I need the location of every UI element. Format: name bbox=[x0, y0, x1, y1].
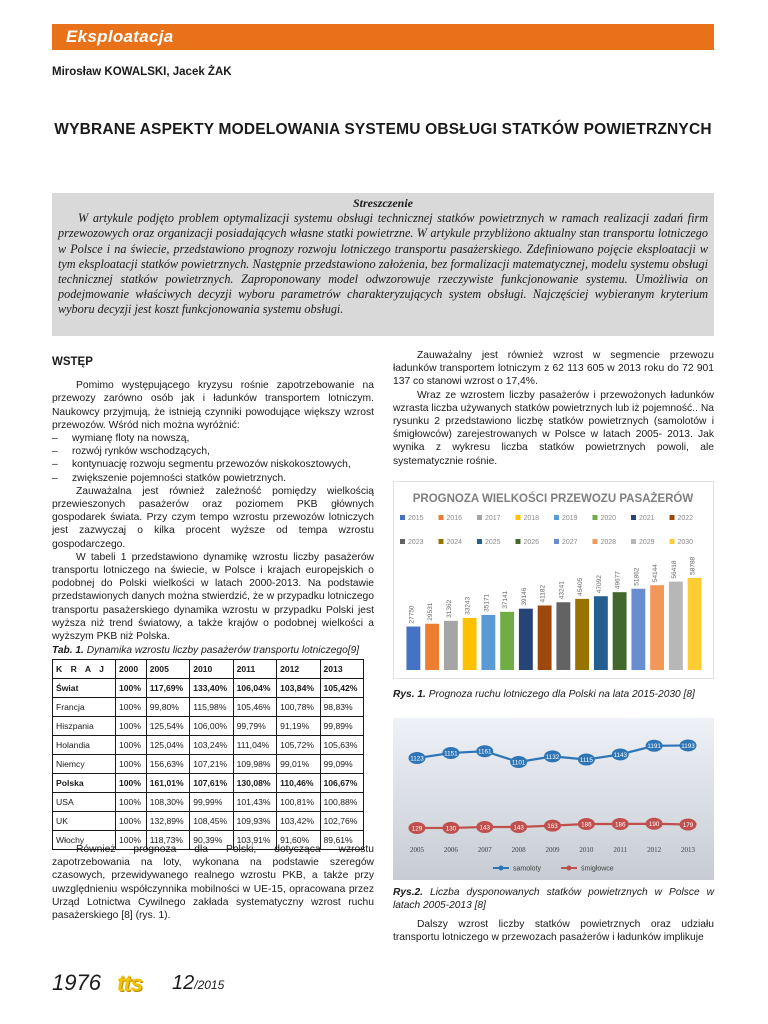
bar bbox=[463, 618, 477, 670]
paragraph: Również prognoza dla Polski, dotycząca wzrostu zapotrzebowania na loty, wykonana na podstawie szeregów czasowych, przewidywanego realnego wzrostu PKB, a także przy uwzględnieniu współczynnika mobilności w UE-15, opracowana przez Urząd Lotnictwa Cywilnego zakłada systematyczny wzrost ruchu pasażerskiego [8] (rys. 1). bbox=[52, 844, 374, 922]
table-cell-country: Włochy bbox=[53, 831, 116, 850]
legend-label: 2019 bbox=[562, 515, 578, 522]
bar-value-label: 58788 bbox=[689, 556, 697, 575]
data-label: 186 bbox=[581, 821, 592, 829]
legend-marker bbox=[499, 866, 504, 871]
x-tick-label: 2012 bbox=[647, 846, 662, 854]
table-cell: 132,89% bbox=[146, 812, 189, 831]
legend-label: 2030 bbox=[677, 539, 694, 546]
data-label: 1191 bbox=[647, 743, 661, 751]
passenger-dynamics-table bbox=[52, 659, 364, 850]
table-cell: 100,78% bbox=[277, 698, 320, 717]
section-title: Eksploatacja bbox=[66, 27, 174, 46]
chart-title: PROGNOZA WIELKOŚCI PRZEWOZU PASAŻERÓW bbox=[412, 493, 694, 505]
data-label: 129 bbox=[411, 825, 423, 833]
table-row bbox=[53, 679, 364, 698]
figure2-text: Liczba dysponowanych statków powietrznych w Polsce w latach 2005-2013 [8] bbox=[393, 887, 714, 911]
bar bbox=[669, 582, 683, 670]
bar bbox=[500, 612, 514, 670]
bar bbox=[406, 627, 420, 670]
table-row bbox=[53, 736, 364, 755]
table-cell: 99,79% bbox=[233, 717, 276, 736]
table-cell: 100,81% bbox=[277, 793, 320, 812]
table-cell: 106,67% bbox=[320, 774, 364, 793]
left-column bbox=[52, 356, 374, 643]
passenger-forecast-chart bbox=[393, 481, 714, 679]
table-cell: 108,45% bbox=[190, 812, 233, 831]
table-cell: 100% bbox=[116, 698, 147, 717]
table-cell: 90,39% bbox=[190, 831, 233, 850]
table-header-row bbox=[53, 660, 364, 679]
data-label: 1115 bbox=[579, 756, 593, 764]
table-cell: 106,04% bbox=[233, 679, 276, 698]
legend-label: 2015 bbox=[408, 515, 424, 522]
figure2-caption bbox=[393, 887, 714, 912]
legend-swatch bbox=[400, 539, 405, 544]
table-cell: 161,01% bbox=[146, 774, 189, 793]
legend-label: 2021 bbox=[639, 515, 655, 522]
article-title: WYBRANE ASPEKTY MODELOWANIA SYSTEMU OBSŁUGI STATKÓW POWIETRZNYCH bbox=[54, 121, 712, 138]
legend-swatch bbox=[439, 539, 444, 544]
table-cell: 99,89% bbox=[320, 717, 364, 736]
bar-value-label: 37141 bbox=[502, 590, 510, 609]
column-header: 2011 bbox=[233, 660, 276, 679]
list-item: – rozwój rynków wschodzących, bbox=[52, 445, 374, 458]
table-cell: 103,24% bbox=[190, 736, 233, 755]
table-cell-country: Holandia bbox=[53, 736, 116, 755]
legend-label: samoloty bbox=[513, 865, 542, 873]
paragraph: W tabeli 1 przedstawiono dynamikę wzrostu liczby pasażerów transportu lotniczego na świecie, w Polsce i krajach europejskich o podobnej do Polski wielkości w latach 2000-2013. Na podstawie przedstawionych danych można stwierdzić, że w przypadku lotniczego transportu pasażerskiego dynamika wzrostu w przypadku Polski jest wyższa niż trend światowy, a także krajów o podobnej wielkości a wyższym PKB niż Polska. bbox=[52, 551, 374, 643]
table-cell: 103,91% bbox=[233, 831, 276, 850]
list-item: – wymianę floty na nowszą, bbox=[52, 432, 374, 445]
bar bbox=[688, 578, 702, 670]
table-cell: 100% bbox=[116, 793, 147, 812]
bar-value-label: 49677 bbox=[614, 571, 622, 590]
table-cell: 156,63% bbox=[146, 755, 189, 774]
legend-label: 2020 bbox=[600, 515, 617, 522]
column-header: 2010 bbox=[190, 660, 233, 679]
table-row bbox=[53, 812, 364, 831]
bar-value-label: 35171 bbox=[483, 593, 491, 612]
table-cell: 109,93% bbox=[233, 812, 276, 831]
bar-value-label: 39146 bbox=[520, 587, 528, 606]
bar-value-label: 43241 bbox=[558, 581, 566, 600]
data-label: 1101 bbox=[511, 759, 526, 767]
list-item: – zwiększenie pojemności statków powietrznych. bbox=[52, 472, 374, 485]
page-number: 1976 bbox=[52, 970, 101, 995]
table-cell: 109,98% bbox=[233, 755, 276, 774]
bar bbox=[650, 585, 664, 670]
table-cell-country: USA bbox=[53, 793, 116, 812]
table-cell: 101,43% bbox=[233, 793, 276, 812]
legend-label: 2023 bbox=[408, 539, 424, 546]
x-tick-label: 2007 bbox=[477, 846, 492, 854]
table-cell: 99,99% bbox=[190, 793, 233, 812]
legend-label: 2029 bbox=[639, 539, 655, 546]
chart-background bbox=[393, 718, 714, 880]
bar bbox=[425, 624, 439, 670]
legend-label: 2016 bbox=[446, 515, 463, 522]
column-header: 2005 bbox=[146, 660, 189, 679]
data-label: 1151 bbox=[444, 750, 458, 758]
column-header: 2012 bbox=[277, 660, 320, 679]
table-cell: 125,54% bbox=[146, 717, 189, 736]
table-cell: 102,76% bbox=[320, 812, 364, 831]
paragraph-continuation bbox=[393, 918, 714, 944]
paragraph: Pomimo występującego kryzysu rośnie zapotrzebowanie na przewozy zarówno osób jak i ładunków transportem lotniczym. Naukowcy przyjmują, że istnieją czynniki powodujące większy wzrost przewozów. Wśród nich można wyróżnić: bbox=[52, 380, 374, 431]
legend-label: 2017 bbox=[485, 515, 501, 522]
legend-swatch bbox=[631, 539, 636, 544]
table-cell: 100% bbox=[116, 755, 147, 774]
legend-label: 2022 bbox=[677, 515, 694, 522]
legend-swatch bbox=[593, 515, 598, 520]
legend-label: 2026 bbox=[523, 539, 540, 546]
table-cell: 115,98% bbox=[190, 698, 233, 717]
x-tick-label: 2011 bbox=[613, 846, 628, 854]
legend-swatch bbox=[670, 539, 675, 544]
table-cell: 105,42% bbox=[320, 679, 364, 698]
data-label: 1143 bbox=[613, 751, 628, 759]
legend-swatch bbox=[554, 539, 559, 544]
column-header: 2000 bbox=[116, 660, 147, 679]
table-cell: 125,04% bbox=[146, 736, 189, 755]
bar bbox=[631, 589, 645, 670]
abstract-heading: Streszczenie bbox=[353, 196, 413, 210]
table-row bbox=[53, 755, 364, 774]
figure1-label: Rys. 1. bbox=[393, 689, 426, 700]
table-caption-label: Tab. 1. bbox=[52, 645, 84, 656]
paragraph: Dalszy wzrost liczby statków powietrznych oraz udziału transportu lotniczego w przewozach pasażerów i ładunków implikuje bbox=[393, 919, 714, 944]
x-tick-label: 2013 bbox=[681, 846, 695, 854]
column-header: 2013 bbox=[320, 660, 364, 679]
table-cell: 133,40% bbox=[190, 679, 233, 698]
bar-value-label: 27750 bbox=[408, 605, 416, 624]
issue-value: 12 bbox=[172, 972, 195, 994]
paragraph: Zauważalna jest również zależność pomiędzy wielkością przewieszonych pasażerów oraz poziomem PKB głównych gospodarek świata. Przy czym tempo wzrostu przewozów lotniczych jest zazwyczaj o kilka procent wyższe od tempa wzrostu gospodarczego. bbox=[52, 485, 374, 550]
table-cell: 99,01% bbox=[277, 755, 320, 774]
table-cell: 107,21% bbox=[190, 755, 233, 774]
table-cell: 118,73% bbox=[146, 831, 189, 850]
legend-label: śmigłowce bbox=[581, 865, 614, 873]
data-label: 163 bbox=[547, 823, 558, 831]
legend-swatch bbox=[631, 515, 636, 520]
table-caption bbox=[52, 645, 374, 656]
bar bbox=[556, 602, 570, 670]
legend-swatch bbox=[593, 539, 598, 544]
table-cell: 105,46% bbox=[233, 698, 276, 717]
table-cell: 100% bbox=[116, 679, 147, 698]
table-cell: 108,30% bbox=[146, 793, 189, 812]
legend-swatch bbox=[400, 515, 405, 520]
bar-value-label: 51862 bbox=[633, 567, 641, 586]
bar bbox=[538, 605, 552, 670]
table-cell: 103,42% bbox=[277, 812, 320, 831]
paragraph: Zauważalny jest również wzrost w segmencie przewozu ładunków transportem lotniczym z 62 113 605 w 2013 roku do 72 901 137 co stanowi wzrost o 17,4%. bbox=[393, 350, 714, 388]
data-label: 143 bbox=[513, 824, 524, 832]
table-row bbox=[53, 717, 364, 736]
legend-label: 2025 bbox=[485, 539, 501, 546]
bar bbox=[594, 596, 608, 670]
data-label: 143 bbox=[479, 824, 491, 832]
table-cell-country: Niemcy bbox=[53, 755, 116, 774]
table-cell: 103,84% bbox=[277, 679, 320, 698]
legend-label: 2028 bbox=[600, 539, 617, 546]
table-cell: 91,60% bbox=[277, 831, 320, 850]
legend-label: 2018 bbox=[523, 515, 540, 522]
table-cell: 111,04% bbox=[233, 736, 276, 755]
table-cell: 100% bbox=[116, 736, 147, 755]
bar bbox=[481, 615, 495, 670]
data-label: 186 bbox=[614, 821, 626, 829]
section-heading-intro: WSTĘP bbox=[52, 356, 93, 368]
table-cell-country: Hiszpania bbox=[53, 717, 116, 736]
table-cell: 100% bbox=[116, 831, 147, 850]
bar-value-label: 29531 bbox=[427, 602, 435, 621]
legend-swatch bbox=[516, 515, 521, 520]
table-row bbox=[53, 698, 364, 717]
legend-label: 2027 bbox=[562, 539, 578, 546]
paragraph: Wraz ze wzrostem liczby pasażerów i przewożonych ładunków wzrasta liczba używanych statków powietrznych lub iż pojemność.. Na rysunku 2 przedstawiono liczbę statków powietrznych (samolotów i śmigłowców) zarejestrowanych w Polsce w latach 2005- 2013. Jak wynika z wykresu liczba statków powietrznych powoli, ale systematycznie rośnie. bbox=[393, 389, 714, 467]
aircraft-count-svg bbox=[393, 718, 714, 880]
aircraft-count-chart bbox=[393, 718, 714, 880]
table-cell: 98,83% bbox=[320, 698, 364, 717]
table-cell: 100% bbox=[116, 717, 147, 736]
passenger-forecast-svg bbox=[394, 482, 713, 678]
bar-value-label: 56418 bbox=[670, 560, 678, 579]
table-cell: 130,08% bbox=[233, 774, 276, 793]
table-cell: 110,46% bbox=[277, 774, 320, 793]
table-cell: 99,80% bbox=[146, 698, 189, 717]
table-cell: 99,09% bbox=[320, 755, 364, 774]
legend-swatch bbox=[477, 515, 482, 520]
legend-swatch bbox=[516, 539, 521, 544]
bar bbox=[575, 599, 589, 670]
paragraph-forecast bbox=[52, 843, 374, 922]
figure1-caption bbox=[393, 689, 714, 700]
table-cell: 100,88% bbox=[320, 793, 364, 812]
tts-logo: tts bbox=[117, 970, 143, 996]
article-authors: Mirosław KOWALSKI, Jacek ŻAK bbox=[52, 66, 232, 78]
factor-list bbox=[52, 432, 374, 485]
figure1-text: Prognoza ruchu lotniczego dla Polski na lata 2015-2030 [8] bbox=[425, 689, 695, 700]
data-label: 1132 bbox=[545, 753, 560, 761]
legend-swatch bbox=[554, 515, 559, 520]
bar-value-label: 33243 bbox=[464, 596, 472, 615]
legend-swatch bbox=[439, 515, 444, 520]
bar bbox=[444, 621, 458, 670]
right-column bbox=[393, 349, 714, 468]
data-label: 130 bbox=[445, 825, 457, 833]
bar-value-label: 31362 bbox=[445, 599, 453, 618]
abstract-text: W artykule podjęto problem optymalizacji systemu obsługi technicznej statków powietrznych w ramach realizacji zadań firm przewozowych oraz organizacji posiadających własne statki powietrzne. W artykule przybliżono aktualny stan transportu lotniczego w Polsce i na świecie, przedstawiono prognozy rozwoju lotniczego transportu pasażerskiego. Zdefiniowano pojęcie eksploatacji w tym eksploatacji statków powietrznych. Następnie przedstawiono założenia, bez formalizacji matematycznej, modelu systemu obsługi technicznej statków powietrznych. Zaproponowany model odwzorowuje rzeczywiste funkcjonowanie systemu. Umożliwia on podejmowanie właściwych decyzji wyboru parametrów charakteryzujących system obsługi. Najczęściej wybieranym kryterium wyboru decyzji jest koszt funkcjonowania systemu obsługi. bbox=[58, 211, 708, 317]
legend-swatch bbox=[477, 539, 482, 544]
x-tick-label: 2005 bbox=[410, 846, 424, 854]
table-cell: 106,00% bbox=[190, 717, 233, 736]
legend-swatch bbox=[670, 515, 675, 520]
table-cell-country: Świat bbox=[53, 679, 116, 698]
legend-marker bbox=[567, 866, 572, 871]
table-cell: 89,61% bbox=[320, 831, 364, 850]
issue-number bbox=[172, 972, 224, 995]
figure2-label: Rys.2. bbox=[393, 887, 424, 898]
table-cell: 117,69% bbox=[146, 679, 189, 698]
data-label: 179 bbox=[682, 821, 694, 829]
column-header: K R A J bbox=[53, 660, 116, 679]
data-label: 1161 bbox=[477, 748, 492, 756]
bar bbox=[613, 592, 627, 670]
bar bbox=[519, 609, 533, 670]
table-cell: 100% bbox=[116, 774, 147, 793]
table-cell: 105,63% bbox=[320, 736, 364, 755]
bar-value-label: 45405 bbox=[577, 577, 585, 596]
section-banner bbox=[52, 24, 714, 50]
table-cell: 107,61% bbox=[190, 774, 233, 793]
table-row bbox=[53, 793, 364, 812]
bar-value-label: 54144 bbox=[652, 564, 660, 583]
data-label: 190 bbox=[648, 821, 660, 829]
data-label: 1193 bbox=[681, 742, 695, 750]
bar-value-label: 41182 bbox=[539, 584, 547, 603]
bar-value-label: 47092 bbox=[595, 575, 603, 594]
table-cell-country: UK bbox=[53, 812, 116, 831]
table-cell: 100% bbox=[116, 812, 147, 831]
abstract-box bbox=[52, 193, 714, 336]
table-cell-country: Polska bbox=[53, 774, 116, 793]
table-row bbox=[53, 774, 364, 793]
list-item: – kontynuację rozwoju segmentu przewozów niskokosztowych, bbox=[52, 458, 374, 471]
x-tick-label: 2009 bbox=[545, 846, 560, 854]
table-cell: 105,72% bbox=[277, 736, 320, 755]
table-caption-text: Dynamika wzrostu liczby pasażerów transportu lotniczego[9] bbox=[83, 645, 360, 656]
legend-label: 2024 bbox=[446, 539, 463, 546]
data-label: 1123 bbox=[410, 755, 424, 763]
x-tick-label: 2006 bbox=[443, 846, 458, 854]
table-cell-country: Francja bbox=[53, 698, 116, 717]
x-tick-label: 2010 bbox=[579, 846, 594, 854]
issue-year: /2015 bbox=[194, 978, 225, 992]
table-cell: 91,19% bbox=[277, 717, 320, 736]
x-tick-label: 2008 bbox=[511, 846, 526, 854]
